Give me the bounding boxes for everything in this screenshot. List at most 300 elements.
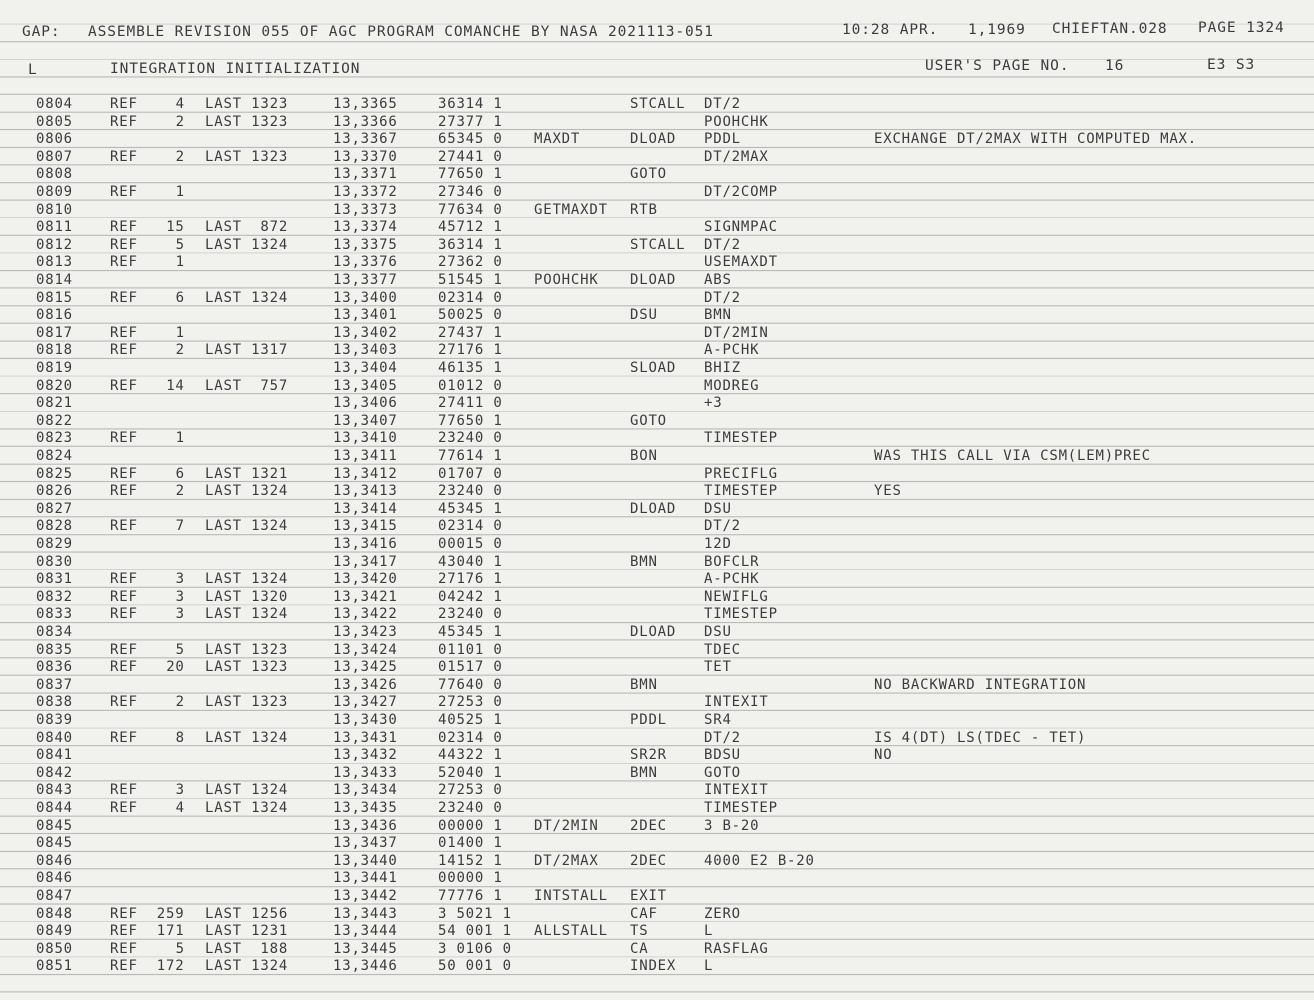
address: 13,3445 <box>333 940 398 957</box>
operand: POOHCHK <box>704 113 769 130</box>
octal-word: 01101 0 <box>438 641 503 658</box>
address: 13,3414 <box>333 500 398 517</box>
comment: NO <box>874 747 893 764</box>
address: 13,3422 <box>333 606 398 623</box>
ref-count: 3 <box>175 571 185 588</box>
octal-word: 01400 1 <box>438 835 503 852</box>
octal-word: 00000 1 <box>438 870 503 887</box>
listing-row <box>0 765 1314 782</box>
ref-count: 3 <box>175 588 185 605</box>
line-number: 0837 <box>36 676 73 693</box>
address: 13,3440 <box>333 852 398 869</box>
ref-marker: REF <box>110 782 138 799</box>
address: 13,3423 <box>333 624 398 640</box>
ref-count: 2 <box>175 342 185 359</box>
address: 13,3421 <box>333 588 398 605</box>
print-time: 10:28 APR. <box>842 22 939 38</box>
opcode: BMN <box>630 676 658 693</box>
last-page: LAST 1324 <box>205 236 289 253</box>
opcode: CAF <box>630 905 658 922</box>
line-number: 0817 <box>36 324 73 341</box>
operand: DT/2 <box>704 289 741 306</box>
address: 13,3426 <box>333 676 398 693</box>
listing-row <box>0 606 1314 623</box>
listing-row <box>0 184 1314 201</box>
address: 13,3430 <box>333 712 398 728</box>
line-number: 0827 <box>36 500 73 517</box>
ref-count: 3 <box>175 606 185 623</box>
octal-word: 00000 1 <box>438 817 503 834</box>
line-number: 0816 <box>36 307 73 324</box>
ref-count: 1 <box>175 254 185 271</box>
last-page: LAST 1324 <box>205 729 289 746</box>
symbol-label: INTSTALL <box>534 888 608 904</box>
line-number: 0821 <box>36 395 73 412</box>
address: 13,3416 <box>333 536 398 552</box>
listing-row <box>0 624 1314 641</box>
ref-marker: REF <box>110 483 138 500</box>
octal-word: 02314 0 <box>438 729 503 746</box>
line-number: 0845 <box>36 817 73 834</box>
opcode: INDEX <box>630 958 677 975</box>
operand: TET <box>704 659 732 676</box>
operand: DT/2 <box>704 729 741 746</box>
octal-word: 36314 1 <box>438 96 503 112</box>
listing-row <box>0 888 1314 905</box>
listing-row <box>0 254 1314 271</box>
operand: DT/2 <box>704 236 741 253</box>
octal-word: 23240 0 <box>438 606 503 623</box>
operand: TIMESTEP <box>704 483 778 500</box>
listing-row <box>0 694 1314 711</box>
ref-marker: REF <box>110 694 138 711</box>
opcode: GOTO <box>630 412 667 429</box>
symbol-label: MAXDT <box>534 131 581 148</box>
address: 13,3400 <box>333 289 398 306</box>
address: 13,3441 <box>333 870 398 887</box>
ref-marker: REF <box>110 606 138 623</box>
opcode: SLOAD <box>630 360 677 376</box>
last-page: LAST 1324 <box>205 800 289 816</box>
last-page: LAST 1256 <box>205 905 289 922</box>
line-number: 0828 <box>36 518 73 535</box>
octal-word: 27437 1 <box>438 324 503 341</box>
octal-word: 02314 0 <box>438 518 503 535</box>
ref-marker: REF <box>110 342 138 359</box>
operand: BMN <box>704 307 732 324</box>
listing-row <box>0 589 1314 606</box>
address: 13,3436 <box>333 817 398 834</box>
octal-word: 44322 1 <box>438 747 503 764</box>
listing-row <box>0 554 1314 571</box>
operand: RASFLAG <box>704 940 769 957</box>
octal-word: 04242 1 <box>438 588 503 605</box>
ref-marker: REF <box>110 377 138 394</box>
listing-row <box>0 906 1314 923</box>
last-page: LAST 1324 <box>205 782 289 799</box>
octal-word: 36314 1 <box>438 236 503 253</box>
address: 13,3415 <box>333 518 398 535</box>
octal-word: 77640 0 <box>438 676 503 693</box>
address: 13,3367 <box>333 131 398 148</box>
address: 13,3402 <box>333 324 398 341</box>
operand: ZERO <box>704 905 741 922</box>
listing-row <box>0 430 1314 447</box>
line-number: 0835 <box>36 641 73 658</box>
ref-count: 6 <box>175 289 185 306</box>
address: 13,3371 <box>333 166 398 183</box>
assembly-title: ASSEMBLE REVISION 055 OF AGC PROGRAM COMANCHE BY NASA 2021113-051 <box>88 24 714 40</box>
last-page: LAST 1323 <box>205 694 289 711</box>
listing-row <box>0 483 1314 500</box>
listing-row <box>0 677 1314 694</box>
octal-word: 77650 1 <box>438 412 503 429</box>
last-page: LAST 1321 <box>205 465 289 482</box>
octal-word: 77650 1 <box>438 166 503 183</box>
listing-row <box>0 800 1314 817</box>
address: 13,3442 <box>333 888 398 904</box>
operand: L <box>704 923 714 940</box>
operand: SR4 <box>704 712 732 728</box>
bank-code: E3 S3 <box>1207 57 1256 73</box>
octal-word: 01707 0 <box>438 465 503 482</box>
line-number: 0807 <box>36 148 73 165</box>
ref-marker: REF <box>110 641 138 658</box>
ref-marker: REF <box>110 324 138 341</box>
operand: A-PCHK <box>704 571 760 588</box>
octal-word: 27253 0 <box>438 694 503 711</box>
last-page: LAST 188 <box>205 940 289 957</box>
ref-marker: REF <box>110 236 138 253</box>
octal-word: 77634 0 <box>438 201 503 218</box>
octal-word: 27377 1 <box>438 113 503 130</box>
last-page: LAST 1231 <box>205 923 289 940</box>
octal-word: 23240 0 <box>438 483 503 500</box>
line-number: 0848 <box>36 905 73 922</box>
opcode: 2DEC <box>630 852 667 869</box>
ref-marker: REF <box>110 571 138 588</box>
address: 13,3443 <box>333 905 398 922</box>
operand: DSU <box>704 624 732 640</box>
line-number: 0814 <box>36 272 73 288</box>
operand: 3 B-20 <box>704 817 760 834</box>
opcode: DLOAD <box>630 272 677 288</box>
operand: NEWIFLG <box>704 588 769 605</box>
last-page: LAST 1323 <box>205 148 289 165</box>
ref-marker: REF <box>110 958 138 975</box>
line-number: 0832 <box>36 588 73 605</box>
operand: DT/2 <box>704 518 741 535</box>
comment: NO BACKWARD INTEGRATION <box>874 676 1087 693</box>
ref-marker: REF <box>110 219 138 236</box>
address: 13,3427 <box>333 694 398 711</box>
ref-marker: REF <box>110 465 138 482</box>
symbol-label: DT/2MIN <box>534 817 599 834</box>
operand: DT/2COMP <box>704 184 778 200</box>
listing-row <box>0 466 1314 483</box>
line-number: 0804 <box>36 96 73 112</box>
opcode: DLOAD <box>630 131 677 148</box>
operand: PDDL <box>704 131 741 148</box>
ref-marker: REF <box>110 659 138 676</box>
line-number: 0819 <box>36 360 73 376</box>
user-page-label: USER'S PAGE NO. <box>925 58 1070 74</box>
operand: TIMESTEP <box>704 606 778 623</box>
octal-word: 14152 1 <box>438 852 503 869</box>
line-number: 0806 <box>36 131 73 148</box>
section-title: INTEGRATION INITIALIZATION <box>110 61 361 77</box>
octal-word: 01012 0 <box>438 377 503 394</box>
ref-count: 2 <box>175 148 185 165</box>
ref-count: 1 <box>175 184 185 200</box>
octal-word: 50 001 0 <box>438 958 512 975</box>
octal-word: 00015 0 <box>438 536 503 552</box>
listing-row <box>0 272 1314 289</box>
last-page: LAST 1317 <box>205 342 289 359</box>
address: 13,3434 <box>333 782 398 799</box>
opcode: 2DEC <box>630 817 667 834</box>
listing-row <box>0 659 1314 676</box>
address: 13,3444 <box>333 923 398 940</box>
file-name: CHIEFTAN.028 <box>1052 21 1168 37</box>
symbol-label: DT/2MAX <box>534 852 599 869</box>
ref-marker: REF <box>110 289 138 306</box>
comment: YES <box>874 483 902 500</box>
octal-word: 27176 1 <box>438 342 503 359</box>
line-number: 0822 <box>36 412 73 429</box>
listing-row <box>0 835 1314 852</box>
last-page: LAST 872 <box>205 219 289 236</box>
line-number: 0824 <box>36 448 73 464</box>
line-number: 0833 <box>36 606 73 623</box>
ref-count: 20 <box>166 659 185 676</box>
address: 13,3404 <box>333 360 398 376</box>
user-page-number: 16 <box>1105 58 1125 74</box>
operand: +3 <box>704 395 723 412</box>
opcode: BON <box>630 448 658 464</box>
operand: DT/2MIN <box>704 324 769 341</box>
ref-count: 1 <box>175 430 185 447</box>
ref-count: 6 <box>175 465 185 482</box>
operand: DT/2MAX <box>704 148 769 165</box>
print-date: 1,1969 <box>968 22 1026 38</box>
line-number: 0811 <box>36 219 73 236</box>
operand: BHIZ <box>704 360 741 376</box>
gap-label: GAP: <box>22 24 61 40</box>
line-number: 0844 <box>36 800 73 816</box>
line-number: 0818 <box>36 342 73 359</box>
ref-count: 4 <box>175 800 185 816</box>
line-number: 0847 <box>36 888 73 904</box>
ref-marker: REF <box>110 905 138 922</box>
address: 13,3405 <box>333 377 398 394</box>
operand: ABS <box>704 272 732 288</box>
octal-word: 77614 1 <box>438 448 503 464</box>
ref-marker: REF <box>110 184 138 200</box>
opcode: DSU <box>630 307 658 324</box>
line-number: 0808 <box>36 166 73 183</box>
line-number: 0820 <box>36 377 73 394</box>
address: 13,3407 <box>333 412 398 429</box>
octal-word: 43040 1 <box>438 553 503 570</box>
ref-count: 2 <box>175 113 185 130</box>
opcode: BMN <box>630 764 658 781</box>
ref-marker: REF <box>110 254 138 271</box>
address: 13,3374 <box>333 219 398 236</box>
line-number: 0839 <box>36 712 73 728</box>
operand: USEMAXDT <box>704 254 778 271</box>
listing-row <box>0 395 1314 412</box>
listing-row <box>0 114 1314 131</box>
address: 13,3432 <box>333 747 398 764</box>
line-number: 0851 <box>36 958 73 975</box>
address: 13,3420 <box>333 571 398 588</box>
line-number: 0850 <box>36 940 73 957</box>
address: 13,3366 <box>333 113 398 130</box>
opcode: GOTO <box>630 166 667 183</box>
octal-word: 02314 0 <box>438 289 503 306</box>
opcode: BMN <box>630 553 658 570</box>
address: 13,3373 <box>333 201 398 218</box>
octal-word: 27176 1 <box>438 571 503 588</box>
ref-marker: REF <box>110 148 138 165</box>
ref-count: 4 <box>175 96 185 112</box>
comment: WAS THIS CALL VIA CSM(LEM)PREC <box>874 448 1151 464</box>
ref-count: 5 <box>175 940 185 957</box>
ref-marker: REF <box>110 113 138 130</box>
line-number: 0813 <box>36 254 73 271</box>
symbol-label: POOHCHK <box>534 272 599 288</box>
ref-count: 2 <box>175 694 185 711</box>
listing-row <box>0 413 1314 430</box>
address: 13,3424 <box>333 641 398 658</box>
ref-count: 1 <box>175 324 185 341</box>
listing-row <box>0 958 1314 975</box>
line-number: 0838 <box>36 694 73 711</box>
ref-count: 3 <box>175 782 185 799</box>
listing-row <box>0 378 1314 395</box>
octal-word: 27411 0 <box>438 395 503 412</box>
line-number: 0845 <box>36 835 73 852</box>
ref-marker: REF <box>110 800 138 816</box>
listing-row <box>0 149 1314 166</box>
comment: EXCHANGE DT/2MAX WITH COMPUTED MAX. <box>874 131 1198 148</box>
octal-word: 01517 0 <box>438 659 503 676</box>
ref-count: 7 <box>175 518 185 535</box>
address: 13,3435 <box>333 800 398 816</box>
listing-row <box>0 237 1314 254</box>
last-page: LAST 1324 <box>205 571 289 588</box>
last-page: LAST 1320 <box>205 588 289 605</box>
comment: IS 4(DT) LS(TDEC - TET) <box>874 729 1087 746</box>
line-number: 0842 <box>36 764 73 781</box>
listing-row <box>0 501 1314 518</box>
listing-row <box>0 782 1314 799</box>
octal-word: 3 5021 1 <box>438 905 512 922</box>
last-page: LAST 1324 <box>205 483 289 500</box>
octal-word: 77776 1 <box>438 888 503 904</box>
octal-word: 3 0106 0 <box>438 940 512 957</box>
operand: 12D <box>704 536 732 552</box>
operand: TIMESTEP <box>704 430 778 447</box>
line-number: 0809 <box>36 184 73 200</box>
opcode: RTB <box>630 201 658 218</box>
ref-marker: REF <box>110 518 138 535</box>
octal-word: 27362 0 <box>438 254 503 271</box>
octal-word: 65345 0 <box>438 131 503 148</box>
address: 13,3376 <box>333 254 398 271</box>
address: 13,3446 <box>333 958 398 975</box>
operand: A-PCHK <box>704 342 760 359</box>
listing-row <box>0 730 1314 747</box>
address: 13,3431 <box>333 729 398 746</box>
ref-count: 5 <box>175 236 185 253</box>
listing-row <box>0 325 1314 342</box>
address: 13,3437 <box>333 835 398 852</box>
listing-row <box>0 290 1314 307</box>
line-number: 0840 <box>36 729 73 746</box>
line-number: 0805 <box>36 113 73 130</box>
symbol-label: GETMAXDT <box>534 201 608 218</box>
line-number: 0829 <box>36 536 73 552</box>
octal-word: 23240 0 <box>438 800 503 816</box>
address: 13,3403 <box>333 342 398 359</box>
line-number: 0841 <box>36 747 73 764</box>
operand: MODREG <box>704 377 760 394</box>
listing-row <box>0 518 1314 535</box>
operand: 4000 E2 B-20 <box>704 852 815 869</box>
line-number: 0834 <box>36 624 73 640</box>
ref-marker: REF <box>110 940 138 957</box>
address: 13,3411 <box>333 448 398 464</box>
octal-word: 45712 1 <box>438 219 503 236</box>
line-number: 0810 <box>36 201 73 218</box>
opcode: EXIT <box>630 888 667 904</box>
opcode: TS <box>630 923 649 940</box>
line-number: 0825 <box>36 465 73 482</box>
octal-word: 23240 0 <box>438 430 503 447</box>
line-number: 0826 <box>36 483 73 500</box>
line-number: 0836 <box>36 659 73 676</box>
listing-row <box>0 342 1314 359</box>
listing-row <box>0 131 1314 148</box>
operand: SIGNMPAC <box>704 219 778 236</box>
line-number: 0823 <box>36 430 73 447</box>
octal-word: 52040 1 <box>438 764 503 781</box>
operand: INTEXIT <box>704 782 769 799</box>
octal-word: 27441 0 <box>438 148 503 165</box>
line-number: 0831 <box>36 571 73 588</box>
line-number: 0843 <box>36 782 73 799</box>
symbol-label: ALLSTALL <box>534 923 608 940</box>
address: 13,3377 <box>333 272 398 288</box>
address: 13,3410 <box>333 430 398 447</box>
ref-marker: REF <box>110 923 138 940</box>
operand: DSU <box>704 500 732 517</box>
opcode: CA <box>630 940 649 957</box>
opcode: DLOAD <box>630 624 677 640</box>
listing-row <box>0 712 1314 729</box>
operand: GOTO <box>704 764 741 781</box>
line-number: 0830 <box>36 553 73 570</box>
listing-row <box>0 853 1314 870</box>
last-page: LAST 1323 <box>205 659 289 676</box>
last-page: LAST 1323 <box>205 113 289 130</box>
opcode: STCALL <box>630 236 686 253</box>
octal-word: 40525 1 <box>438 712 503 728</box>
ref-count: 14 <box>166 377 185 394</box>
operand: L <box>704 958 714 975</box>
